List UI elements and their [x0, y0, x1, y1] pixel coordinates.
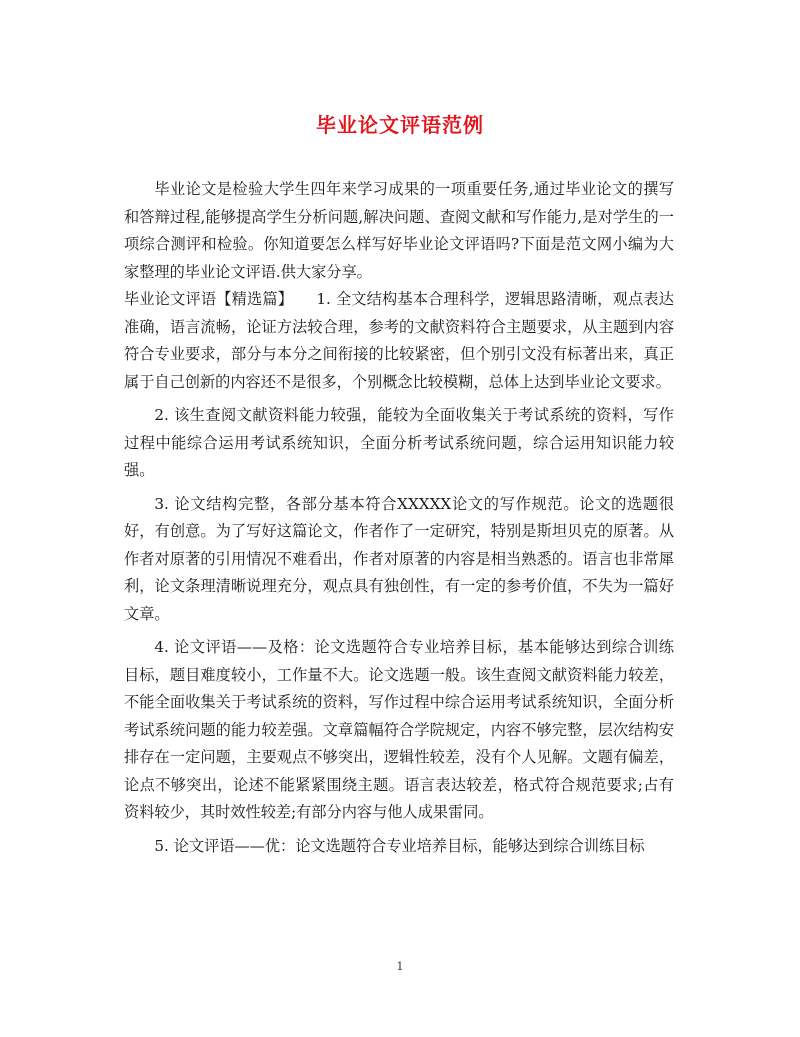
paragraph-review-5: 5. 论文评语——优：论文选题符合专业培养目标，能够达到综合训练目标 [154, 836, 645, 855]
document-body [124, 176, 674, 860]
paragraph-review-1: 毕业论文评语【精选篇】 1. 全文结构基本合理科学，逻辑思路清晰，观点表达准确，语言流畅，论证方法较合理，参考的文献资料符合主题要求，从主题到内容符合专业要求，部分与本分之间衔接的比较紧密，但个别引文没有标著出来，真正属于自己创新的内容还不是很多，个别概念比较模糊，总体上达到毕业论文要求。 [124, 290, 674, 391]
paragraph-review-2: 2. 该生查阅文献资料能力较强，能较为全面收集关于考试系统的资料，写作过程中能综合运用考试系统知识，全面分析考试系统问题，综合运用知识能力较强。 [124, 406, 674, 479]
paragraph-review-3: 3. 论文结构完整，各部分基本符合XXXXX论文的写作规范。论文的选题很好，有创意。为了写好这篇论文，作者作了一定研究，特别是斯坦贝克的原著。从作者对原著的引用情况不难看出，作者对原著的内容是相当熟悉的。语言也非常犀利，论文条理清晰说理充分，观点具有独创性，有一定的参考价值，不失为一篇好文章。 [124, 494, 674, 623]
paragraph-review-4: 4. 论文评语——及格：论文选题符合专业培养目标，基本能够达到综合训练目标，题目难度较小，工作量不大。论文选题一般。该生查阅文献资料能力较差，不能全面收集关于考试系统的资料，写作过程中综合运用考试系统知识，全面分析考试系统问题的能力较差强。文章篇幅符合学院规定，内容不够完整，层次结构安排存在一定问题，主要观点不够突出，逻辑性较差，没有个人见解。文题有偏差，论点不够突出，论述不能紧紧围绕主题。语言表达较差，格式符合规范要求;占有资料较少，其时效性较差;有部分内容与他人成果雷同。 [124, 638, 674, 821]
paragraph-intro: 毕业论文是检验大学生四年来学习成果的一项重要任务,通过毕业论文的撰写和答辩过程,能够提高学生分析问题,解决问题、查阅文献和写作能力,是对学生的一项综合测评和检验。你知道要怎么样写好毕业论文评语吗?下面是范文网小编为大家整理的毕业论文评语.供大家分享。 [124, 180, 674, 281]
page-number: 1 [396, 960, 404, 973]
document-title: 毕业论文评语范例 [316, 113, 484, 137]
